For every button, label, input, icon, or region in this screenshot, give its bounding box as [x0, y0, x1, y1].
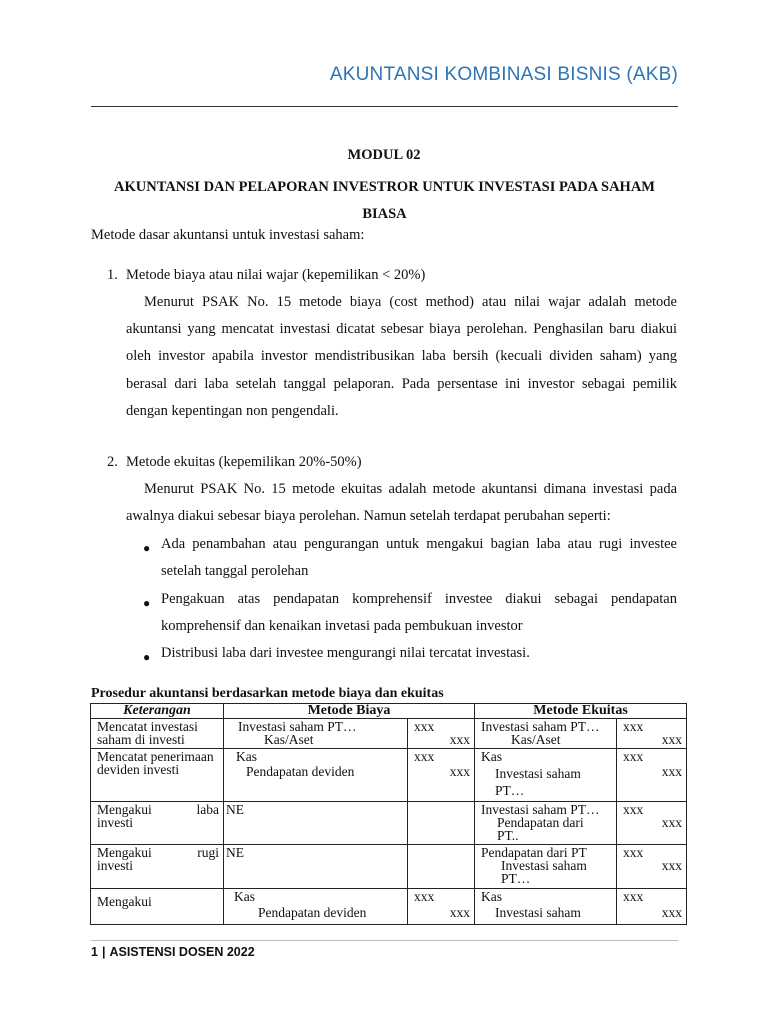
document-title [91, 174, 678, 228]
equity-entry [475, 802, 617, 845]
item-2-paragraph: Menurut PSAK No. 15 metode ekuitas adalah metode akuntansi dimana investasi pada awalnya diakui sebesar biaya perolehan. Namun setelah terdapat perubahan seperti: [126, 481, 677, 525]
debit-line: Kas [236, 749, 257, 764]
equity-entry [475, 845, 617, 889]
debit-amount: xxx [414, 749, 435, 764]
credit-line: Investasi saham [495, 905, 581, 920]
debit-line: Investasi saham PT… [481, 719, 600, 734]
credit-line: Investasi saham PT… [501, 858, 587, 886]
credit-amount: xxx [661, 815, 683, 830]
bullet-icon: ● [143, 650, 151, 664]
equity-amount [617, 749, 687, 802]
credit-line: Pendapatan deviden [246, 764, 355, 779]
module-number: MODUL 02 [347, 147, 421, 163]
credit-amount: xxx [449, 764, 471, 779]
document-header-title: AKUNTANSI KOMBINASI BISNIS (AKB) [329, 64, 678, 85]
cost-amount [408, 719, 475, 749]
credit-line: Kas/Aset [264, 732, 314, 747]
table-row [91, 719, 687, 749]
table-row [91, 889, 687, 925]
debit-amount: xxx [414, 719, 435, 734]
debit-line: Investasi saham PT… [481, 802, 600, 817]
debit-amount: xxx [623, 749, 644, 764]
row-description [91, 802, 224, 845]
debit-amount: xxx [623, 719, 644, 734]
debit-line: Kas [234, 889, 255, 904]
credit-line: Pendapatan deviden [258, 905, 367, 920]
table-row [91, 845, 687, 889]
item-2-number: 2. [107, 454, 118, 470]
row-description: Mencatat penerimaan deviden investi [91, 749, 224, 802]
debit-amount: xxx [623, 802, 644, 817]
credit-amount: xxx [661, 732, 683, 747]
footer-label: ASISTENSI DOSEN 2022 [109, 945, 255, 959]
table-header-row [91, 704, 687, 719]
page-number: 1 [91, 945, 98, 959]
credit-line: Kas/Aset [511, 732, 561, 747]
bullet-item-3: Distribusi laba dari investee mengurangi nilai tercatat investasi. [161, 645, 530, 661]
credit-amount: xxx [449, 905, 471, 920]
debit-line: Kas [481, 889, 503, 904]
debit-line: Pendapatan dari PT [481, 845, 587, 860]
not-applicable: NE [226, 845, 244, 860]
cost-amount [408, 845, 475, 889]
equity-entry [475, 889, 617, 925]
credit-line: Investasi saham PT… [495, 766, 581, 798]
debit-amount: xxx [623, 889, 644, 904]
bullet-item-1: Ada penambahan atau pengurangan untuk mengakui bagian laba atau rugi investee setelah tanggal perolehan [161, 536, 677, 580]
equity-amount [617, 845, 687, 889]
cost-entry [224, 802, 408, 845]
row-description: Mengakui [91, 889, 224, 925]
credit-amount: xxx [449, 732, 471, 747]
cost-amount [408, 749, 475, 802]
word: Mengakui [97, 802, 152, 817]
accounting-procedure-table [90, 703, 687, 925]
debit-amount: xxx [414, 889, 435, 904]
cost-amount [408, 889, 475, 925]
title-line-1: AKUNTANSI DAN PELAPORAN INVESTROR UNTUK INVESTASI PADA SAHAM [114, 179, 655, 195]
equity-amount [617, 889, 687, 925]
cost-entry [224, 845, 408, 889]
header-keterangan: Keterangan [91, 704, 224, 719]
credit-amount: xxx [661, 858, 683, 873]
word: Mengakui [97, 845, 152, 860]
equity-entry [475, 749, 617, 802]
header-divider [91, 106, 678, 107]
header-metode-biaya: Metode Biaya [224, 704, 475, 719]
table-row [91, 802, 687, 845]
row-description [91, 845, 224, 889]
cost-entry [224, 719, 408, 749]
word: laba [196, 802, 219, 817]
row-description-line: investi [97, 815, 133, 830]
credit-amount: xxx [661, 764, 683, 779]
intro-text: Metode dasar akuntansi untuk investasi saham: [91, 227, 365, 243]
cost-amount [408, 802, 475, 845]
footer-divider [91, 940, 678, 941]
equity-entry [475, 719, 617, 749]
cost-entry [224, 889, 408, 925]
footer-separator: | [101, 945, 106, 959]
bullet-item-2: Pengakuan atas pendapatan komprehensif investee diakui sebagai pendapatan komprehensif dan kenaikan invetasi pada pembukuan investor [161, 591, 677, 635]
debit-amount: xxx [623, 845, 644, 860]
row-description: Mencatat investasi saham di investi [91, 719, 224, 749]
table-caption: Prosedur akuntansi berdasarkan metode biaya dan ekuitas [91, 686, 444, 701]
item-1-number: 1. [107, 267, 118, 283]
row-description-line: investi [97, 858, 133, 873]
page-footer [91, 945, 255, 959]
debit-line: Investasi saham PT… [238, 719, 357, 734]
item-1-heading: Metode biaya atau nilai wajar (kepemilikan < 20%) [126, 267, 426, 283]
bullet-icon: ● [143, 541, 151, 555]
not-applicable: NE [226, 802, 244, 817]
credit-amount: xxx [661, 905, 683, 920]
item-2-heading: Metode ekuitas (kepemilikan 20%-50%) [126, 454, 362, 470]
bullet-icon: ● [143, 596, 151, 610]
header-metode-ekuitas: Metode Ekuitas [475, 704, 687, 719]
debit-line: Kas [481, 749, 503, 764]
word: rugi [197, 845, 219, 860]
title-line-2: BIASA [362, 206, 407, 222]
cost-entry [224, 749, 408, 802]
table-row [91, 749, 687, 802]
equity-amount [617, 802, 687, 845]
equity-amount [617, 719, 687, 749]
item-1-paragraph: Menurut PSAK No. 15 metode biaya (cost method) atau nilai wajar adalah metode akuntansi yang mencatat investasi dicatat sebesar biaya perolehan. Penghasilan baru diakui oleh investor apabila investor mendistribusikan laba bersih (kecuali dividen saham) yang berasal dari laba setelah tanggal pelaporan. Pada persentase ini investor sebagai pemilik dengan kepentingan non pengendali. [126, 294, 677, 419]
credit-line: Pendapatan dari PT.. [497, 815, 584, 843]
